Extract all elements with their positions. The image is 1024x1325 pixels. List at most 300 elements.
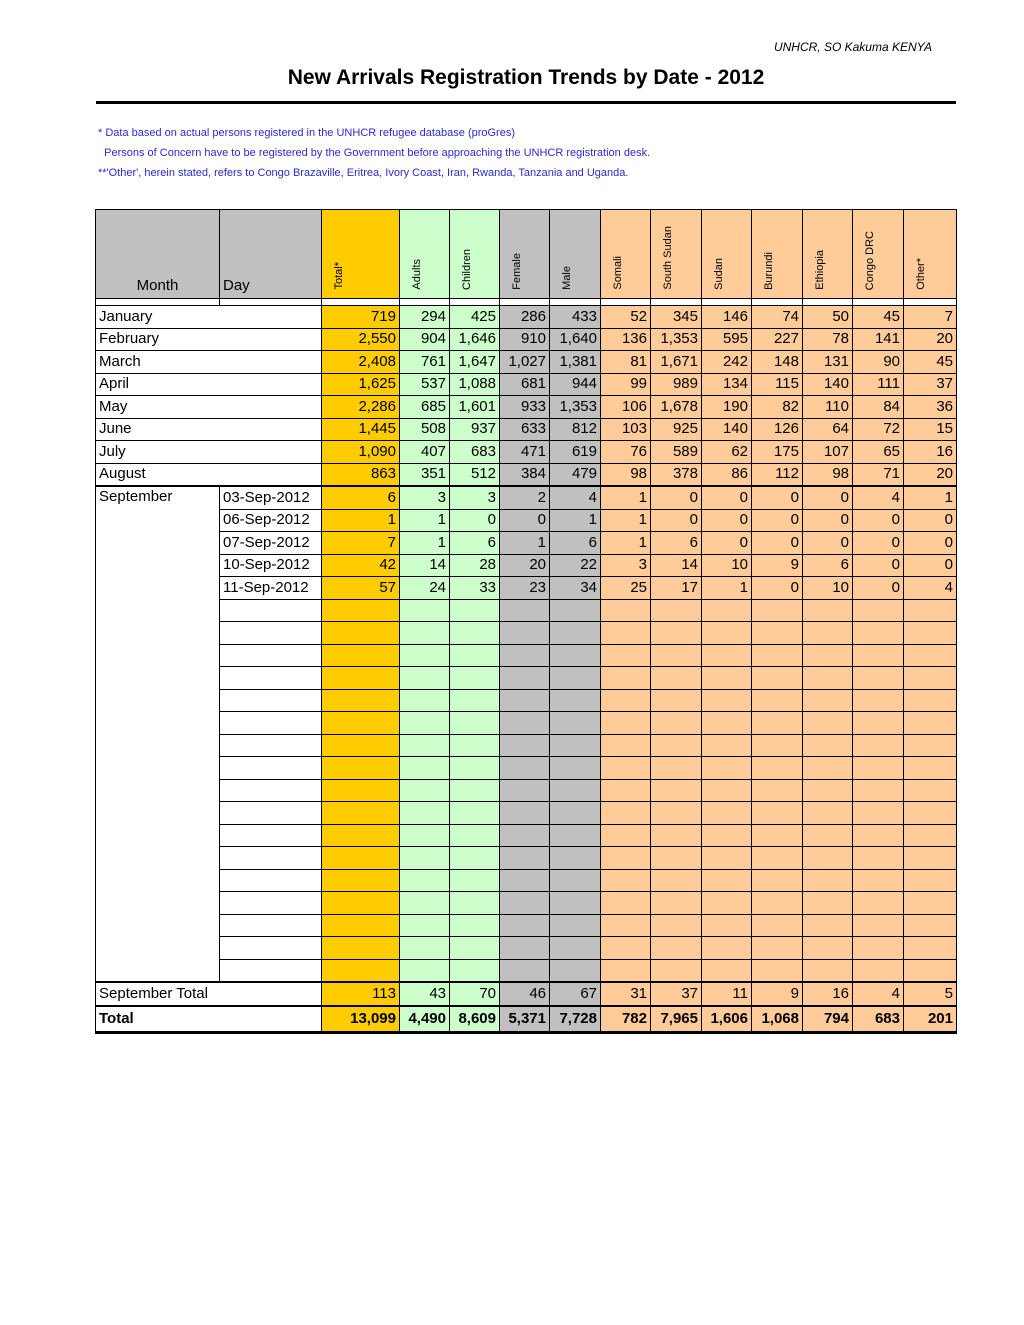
day-row-value: 1 bbox=[500, 532, 550, 555]
blank-row bbox=[96, 599, 957, 622]
month-row-value: 719 bbox=[322, 306, 400, 329]
day-row-value: 1 bbox=[322, 509, 400, 532]
empty-value-cell bbox=[601, 644, 651, 667]
month-row-value: 64 bbox=[803, 418, 853, 441]
empty-value-cell bbox=[322, 892, 400, 915]
empty-value-cell bbox=[752, 959, 803, 982]
empty-value-cell bbox=[322, 914, 400, 937]
column-header-somali-label: Somali bbox=[612, 256, 624, 290]
empty-value-cell bbox=[601, 622, 651, 645]
empty-value-cell bbox=[601, 847, 651, 870]
empty-value-cell bbox=[400, 622, 450, 645]
empty-value-cell bbox=[400, 914, 450, 937]
month-row-value: 16 bbox=[904, 441, 957, 464]
day-row-value: 6 bbox=[803, 554, 853, 577]
month-row-value: 50 bbox=[803, 306, 853, 329]
month-row-value: 110 bbox=[803, 396, 853, 419]
day-row-value: 4 bbox=[550, 486, 601, 509]
month-row-value: 65 bbox=[853, 441, 904, 464]
month-row-value: 227 bbox=[752, 328, 803, 351]
month-cell: May bbox=[96, 396, 322, 419]
empty-value-cell bbox=[601, 667, 651, 690]
day-row-value: 57 bbox=[322, 577, 400, 600]
month-row-value: 1,445 bbox=[322, 418, 400, 441]
empty-value-cell bbox=[450, 599, 500, 622]
day-row-value: 1 bbox=[904, 486, 957, 509]
empty-value-cell bbox=[904, 824, 957, 847]
blank-row bbox=[96, 779, 957, 802]
month-row-value: 1,353 bbox=[550, 396, 601, 419]
empty-value-cell bbox=[400, 937, 450, 960]
blank-row bbox=[96, 937, 957, 960]
empty-value-cell bbox=[904, 847, 957, 870]
empty-value-cell bbox=[803, 959, 853, 982]
empty-value-cell bbox=[450, 644, 500, 667]
empty-value-cell bbox=[500, 734, 550, 757]
report-title: New Arrivals Registration Trends by Date - 2012 bbox=[287, 66, 765, 89]
empty-value-cell bbox=[752, 757, 803, 780]
day-row-value: 28 bbox=[450, 554, 500, 577]
empty-value-cell bbox=[450, 892, 500, 915]
empty-value-cell bbox=[400, 734, 450, 757]
empty-value-cell bbox=[651, 757, 702, 780]
spacer-cell bbox=[601, 299, 651, 306]
empty-value-cell bbox=[752, 667, 803, 690]
empty-value-cell bbox=[853, 757, 904, 780]
day-row-value: 0 bbox=[702, 509, 752, 532]
empty-value-cell bbox=[702, 847, 752, 870]
month-row-value: 82 bbox=[752, 396, 803, 419]
empty-value-cell bbox=[752, 644, 803, 667]
month-row-value: 103 bbox=[601, 418, 651, 441]
empty-value-cell bbox=[601, 779, 651, 802]
empty-value-cell bbox=[450, 779, 500, 802]
empty-value-cell bbox=[803, 802, 853, 825]
empty-value-cell bbox=[550, 712, 601, 735]
column-header-somali bbox=[601, 210, 651, 299]
empty-value-cell bbox=[853, 959, 904, 982]
month-row-value: 37 bbox=[904, 373, 957, 396]
spacer-cell bbox=[853, 299, 904, 306]
empty-value-cell bbox=[651, 914, 702, 937]
empty-value-cell bbox=[803, 644, 853, 667]
empty-value-cell bbox=[702, 959, 752, 982]
september-total-row bbox=[96, 982, 957, 1006]
day-cell bbox=[220, 824, 322, 847]
month-row-value: 1,090 bbox=[322, 441, 400, 464]
grand-total-value: 8,609 bbox=[450, 1006, 500, 1033]
spacer-cell bbox=[220, 299, 322, 306]
empty-value-cell bbox=[550, 824, 601, 847]
day-cell bbox=[220, 914, 322, 937]
empty-value-cell bbox=[651, 802, 702, 825]
empty-value-cell bbox=[853, 779, 904, 802]
grand-total-label: Total bbox=[96, 1006, 322, 1033]
spacer-cell bbox=[752, 299, 803, 306]
month-row-value: 62 bbox=[702, 441, 752, 464]
empty-value-cell bbox=[803, 689, 853, 712]
day-row-value: 3 bbox=[450, 486, 500, 509]
empty-value-cell bbox=[400, 869, 450, 892]
month-row-value: 1,640 bbox=[550, 328, 601, 351]
empty-value-cell bbox=[400, 757, 450, 780]
empty-value-cell bbox=[601, 689, 651, 712]
empty-value-cell bbox=[651, 599, 702, 622]
empty-value-cell bbox=[752, 599, 803, 622]
month-row-value: 286 bbox=[500, 306, 550, 329]
empty-value-cell bbox=[803, 824, 853, 847]
empty-value-cell bbox=[803, 914, 853, 937]
month-row-value: 76 bbox=[601, 441, 651, 464]
september-total-value: 16 bbox=[803, 982, 853, 1006]
day-row-value: 20 bbox=[500, 554, 550, 577]
empty-value-cell bbox=[500, 937, 550, 960]
grand-total-value: 782 bbox=[601, 1006, 651, 1033]
empty-value-cell bbox=[322, 937, 400, 960]
empty-value-cell bbox=[400, 847, 450, 870]
blank-row bbox=[96, 847, 957, 870]
month-row-value: 74 bbox=[752, 306, 803, 329]
day-cell bbox=[220, 802, 322, 825]
day-cell bbox=[220, 599, 322, 622]
empty-value-cell bbox=[904, 869, 957, 892]
empty-value-cell bbox=[400, 959, 450, 982]
table-header-row bbox=[96, 210, 957, 299]
month-row-value: 72 bbox=[853, 418, 904, 441]
empty-value-cell bbox=[550, 757, 601, 780]
column-header-south-sudan bbox=[651, 210, 702, 299]
empty-value-cell bbox=[702, 914, 752, 937]
blank-row bbox=[96, 892, 957, 915]
column-header-children bbox=[450, 210, 500, 299]
september-total-value: 70 bbox=[450, 982, 500, 1006]
month-row-value: 683 bbox=[450, 441, 500, 464]
empty-value-cell bbox=[702, 779, 752, 802]
month-cell: March bbox=[96, 351, 322, 374]
empty-value-cell bbox=[853, 847, 904, 870]
month-row-value: 761 bbox=[400, 351, 450, 374]
day-row-value: 0 bbox=[853, 577, 904, 600]
blank-row bbox=[96, 869, 957, 892]
month-row-value: 294 bbox=[400, 306, 450, 329]
day-row-value: 25 bbox=[601, 577, 651, 600]
empty-value-cell bbox=[450, 622, 500, 645]
empty-value-cell bbox=[500, 869, 550, 892]
month-row-value: 933 bbox=[500, 396, 550, 419]
empty-value-cell bbox=[853, 892, 904, 915]
day-row-value: 0 bbox=[450, 509, 500, 532]
table-row bbox=[96, 418, 957, 441]
month-cell: August bbox=[96, 463, 322, 486]
day-row-value: 0 bbox=[752, 532, 803, 555]
empty-value-cell bbox=[702, 712, 752, 735]
month-row-value: 45 bbox=[853, 306, 904, 329]
empty-value-cell bbox=[853, 622, 904, 645]
empty-value-cell bbox=[400, 667, 450, 690]
month-row-value: 633 bbox=[500, 418, 550, 441]
month-row-value: 619 bbox=[550, 441, 601, 464]
empty-value-cell bbox=[651, 824, 702, 847]
empty-value-cell bbox=[550, 847, 601, 870]
grand-total-value: 683 bbox=[853, 1006, 904, 1033]
empty-value-cell bbox=[904, 959, 957, 982]
empty-value-cell bbox=[400, 802, 450, 825]
day-row-value: 0 bbox=[752, 577, 803, 600]
day-cell: 06-Sep-2012 bbox=[220, 509, 322, 532]
month-row-value: 384 bbox=[500, 463, 550, 486]
spacer-cell bbox=[450, 299, 500, 306]
empty-value-cell bbox=[500, 802, 550, 825]
day-cell bbox=[220, 959, 322, 982]
column-header-other bbox=[904, 210, 957, 299]
empty-value-cell bbox=[550, 734, 601, 757]
month-row-value: 589 bbox=[651, 441, 702, 464]
day-row-value: 0 bbox=[904, 509, 957, 532]
empty-value-cell bbox=[853, 644, 904, 667]
empty-value-cell bbox=[601, 712, 651, 735]
table-row bbox=[96, 373, 957, 396]
empty-value-cell bbox=[752, 914, 803, 937]
empty-value-cell bbox=[853, 824, 904, 847]
column-header-total-label: Total* bbox=[333, 262, 345, 290]
empty-value-cell bbox=[803, 892, 853, 915]
empty-value-cell bbox=[803, 599, 853, 622]
day-cell: 03-Sep-2012 bbox=[220, 486, 322, 509]
empty-value-cell bbox=[450, 937, 500, 960]
day-row-value: 22 bbox=[550, 554, 601, 577]
month-row-value: 378 bbox=[651, 463, 702, 486]
empty-value-cell bbox=[904, 644, 957, 667]
month-row-value: 351 bbox=[400, 463, 450, 486]
spacer-cell bbox=[651, 299, 702, 306]
day-row-value: 34 bbox=[550, 577, 601, 600]
empty-value-cell bbox=[450, 712, 500, 735]
spacer-cell bbox=[904, 299, 957, 306]
column-header-adults bbox=[400, 210, 450, 299]
empty-value-cell bbox=[500, 667, 550, 690]
empty-value-cell bbox=[904, 667, 957, 690]
footnotes bbox=[98, 123, 650, 183]
column-header-burundi bbox=[752, 210, 803, 299]
empty-value-cell bbox=[651, 892, 702, 915]
month-row-value: 20 bbox=[904, 463, 957, 486]
empty-value-cell bbox=[904, 734, 957, 757]
empty-value-cell bbox=[651, 869, 702, 892]
empty-value-cell bbox=[450, 824, 500, 847]
spacer-cell bbox=[702, 299, 752, 306]
day-cell bbox=[220, 937, 322, 960]
month-row-value: 2,550 bbox=[322, 328, 400, 351]
day-row-value: 1 bbox=[601, 509, 651, 532]
spacer-cell bbox=[400, 299, 450, 306]
empty-value-cell bbox=[601, 734, 651, 757]
empty-value-cell bbox=[752, 712, 803, 735]
column-header-month-label: Month bbox=[136, 277, 179, 294]
empty-value-cell bbox=[322, 847, 400, 870]
empty-value-cell bbox=[550, 892, 601, 915]
month-row-value: 242 bbox=[702, 351, 752, 374]
month-cell: January bbox=[96, 306, 322, 329]
september-total-value: 11 bbox=[702, 982, 752, 1006]
column-header-female-label: Female bbox=[511, 253, 523, 290]
spacer-cell bbox=[803, 299, 853, 306]
day-cell bbox=[220, 869, 322, 892]
empty-value-cell bbox=[803, 779, 853, 802]
september-total-value: 5 bbox=[904, 982, 957, 1006]
month-row-value: 2,408 bbox=[322, 351, 400, 374]
day-row-value: 0 bbox=[702, 532, 752, 555]
day-cell bbox=[220, 892, 322, 915]
empty-value-cell bbox=[550, 599, 601, 622]
empty-value-cell bbox=[500, 689, 550, 712]
empty-value-cell bbox=[904, 892, 957, 915]
grand-total-row bbox=[96, 1006, 957, 1033]
empty-value-cell bbox=[651, 847, 702, 870]
blank-row bbox=[96, 712, 957, 735]
day-row-value: 0 bbox=[752, 486, 803, 509]
grand-total-value: 1,068 bbox=[752, 1006, 803, 1033]
empty-value-cell bbox=[450, 869, 500, 892]
month-cell: April bbox=[96, 373, 322, 396]
empty-value-cell bbox=[450, 959, 500, 982]
month-row-value: 146 bbox=[702, 306, 752, 329]
empty-value-cell bbox=[450, 847, 500, 870]
empty-value-cell bbox=[651, 734, 702, 757]
empty-value-cell bbox=[550, 667, 601, 690]
empty-value-cell bbox=[651, 937, 702, 960]
month-row-value: 1,678 bbox=[651, 396, 702, 419]
table-row bbox=[96, 306, 957, 329]
grand-total-value: 5,371 bbox=[500, 1006, 550, 1033]
empty-value-cell bbox=[450, 667, 500, 690]
column-header-congo-drc-label: Congo DRC bbox=[864, 230, 876, 290]
empty-value-cell bbox=[550, 689, 601, 712]
empty-value-cell bbox=[651, 779, 702, 802]
month-row-value: 508 bbox=[400, 418, 450, 441]
empty-value-cell bbox=[400, 689, 450, 712]
empty-value-cell bbox=[550, 622, 601, 645]
table-row bbox=[96, 328, 957, 351]
footnote-1: * Data based on actual persons registered in the UNHCR refugee database (proGres) bbox=[98, 127, 516, 139]
empty-value-cell bbox=[702, 937, 752, 960]
table-row bbox=[96, 577, 957, 600]
empty-value-cell bbox=[702, 892, 752, 915]
day-cell bbox=[220, 757, 322, 780]
month-row-value: 136 bbox=[601, 328, 651, 351]
empty-value-cell bbox=[550, 959, 601, 982]
grand-total-value: 7,965 bbox=[651, 1006, 702, 1033]
month-row-value: 345 bbox=[651, 306, 702, 329]
month-row-value: 937 bbox=[450, 418, 500, 441]
empty-value-cell bbox=[752, 847, 803, 870]
empty-value-cell bbox=[322, 959, 400, 982]
column-header-south-sudan-label: South Sudan bbox=[662, 226, 674, 290]
month-row-value: 175 bbox=[752, 441, 803, 464]
empty-value-cell bbox=[853, 914, 904, 937]
month-row-value: 863 bbox=[322, 463, 400, 486]
empty-value-cell bbox=[400, 712, 450, 735]
month-row-value: 1,353 bbox=[651, 328, 702, 351]
month-row-value: 7 bbox=[904, 306, 957, 329]
day-row-value: 6 bbox=[651, 532, 702, 555]
blank-row bbox=[96, 914, 957, 937]
table-row bbox=[96, 532, 957, 555]
day-row-value: 0 bbox=[904, 554, 957, 577]
empty-value-cell bbox=[322, 644, 400, 667]
column-header-total bbox=[322, 210, 400, 299]
empty-value-cell bbox=[550, 644, 601, 667]
empty-value-cell bbox=[550, 869, 601, 892]
empty-value-cell bbox=[500, 914, 550, 937]
grand-total-value: 794 bbox=[803, 1006, 853, 1033]
day-row-value: 3 bbox=[601, 554, 651, 577]
empty-value-cell bbox=[651, 622, 702, 645]
empty-value-cell bbox=[752, 802, 803, 825]
empty-value-cell bbox=[702, 824, 752, 847]
day-row-value: 0 bbox=[752, 509, 803, 532]
month-row-value: 1,647 bbox=[450, 351, 500, 374]
month-row-value: 141 bbox=[853, 328, 904, 351]
empty-value-cell bbox=[500, 644, 550, 667]
column-header-sudan bbox=[702, 210, 752, 299]
title-divider bbox=[96, 101, 956, 104]
grand-total-value: 13,099 bbox=[322, 1006, 400, 1033]
day-row-value: 9 bbox=[752, 554, 803, 577]
blank-row bbox=[96, 667, 957, 690]
empty-value-cell bbox=[601, 937, 651, 960]
empty-value-cell bbox=[400, 892, 450, 915]
day-row-value: 33 bbox=[450, 577, 500, 600]
empty-value-cell bbox=[904, 689, 957, 712]
day-cell bbox=[220, 847, 322, 870]
empty-value-cell bbox=[702, 689, 752, 712]
empty-value-cell bbox=[601, 757, 651, 780]
empty-value-cell bbox=[651, 959, 702, 982]
blank-row bbox=[96, 644, 957, 667]
empty-value-cell bbox=[322, 757, 400, 780]
empty-value-cell bbox=[853, 802, 904, 825]
day-row-value: 4 bbox=[853, 486, 904, 509]
day-cell: 07-Sep-2012 bbox=[220, 532, 322, 555]
empty-value-cell bbox=[853, 869, 904, 892]
month-row-value: 595 bbox=[702, 328, 752, 351]
empty-value-cell bbox=[322, 689, 400, 712]
month-row-value: 2,286 bbox=[322, 396, 400, 419]
empty-value-cell bbox=[322, 622, 400, 645]
month-row-value: 407 bbox=[400, 441, 450, 464]
day-cell bbox=[220, 622, 322, 645]
month-row-value: 111 bbox=[853, 373, 904, 396]
column-header-male bbox=[550, 210, 601, 299]
day-row-value: 2 bbox=[500, 486, 550, 509]
month-row-value: 140 bbox=[702, 418, 752, 441]
column-header-male-label: Male bbox=[561, 266, 573, 290]
day-row-value: 14 bbox=[400, 554, 450, 577]
day-cell bbox=[220, 712, 322, 735]
empty-value-cell bbox=[853, 734, 904, 757]
column-header-ethiopia bbox=[803, 210, 853, 299]
empty-value-cell bbox=[400, 599, 450, 622]
september-total-value: 43 bbox=[400, 982, 450, 1006]
month-row-value: 36 bbox=[904, 396, 957, 419]
empty-value-cell bbox=[550, 779, 601, 802]
empty-value-cell bbox=[601, 599, 651, 622]
empty-value-cell bbox=[803, 712, 853, 735]
day-row-value: 0 bbox=[803, 532, 853, 555]
column-header-month bbox=[96, 210, 220, 299]
empty-value-cell bbox=[702, 802, 752, 825]
month-row-value: 131 bbox=[803, 351, 853, 374]
